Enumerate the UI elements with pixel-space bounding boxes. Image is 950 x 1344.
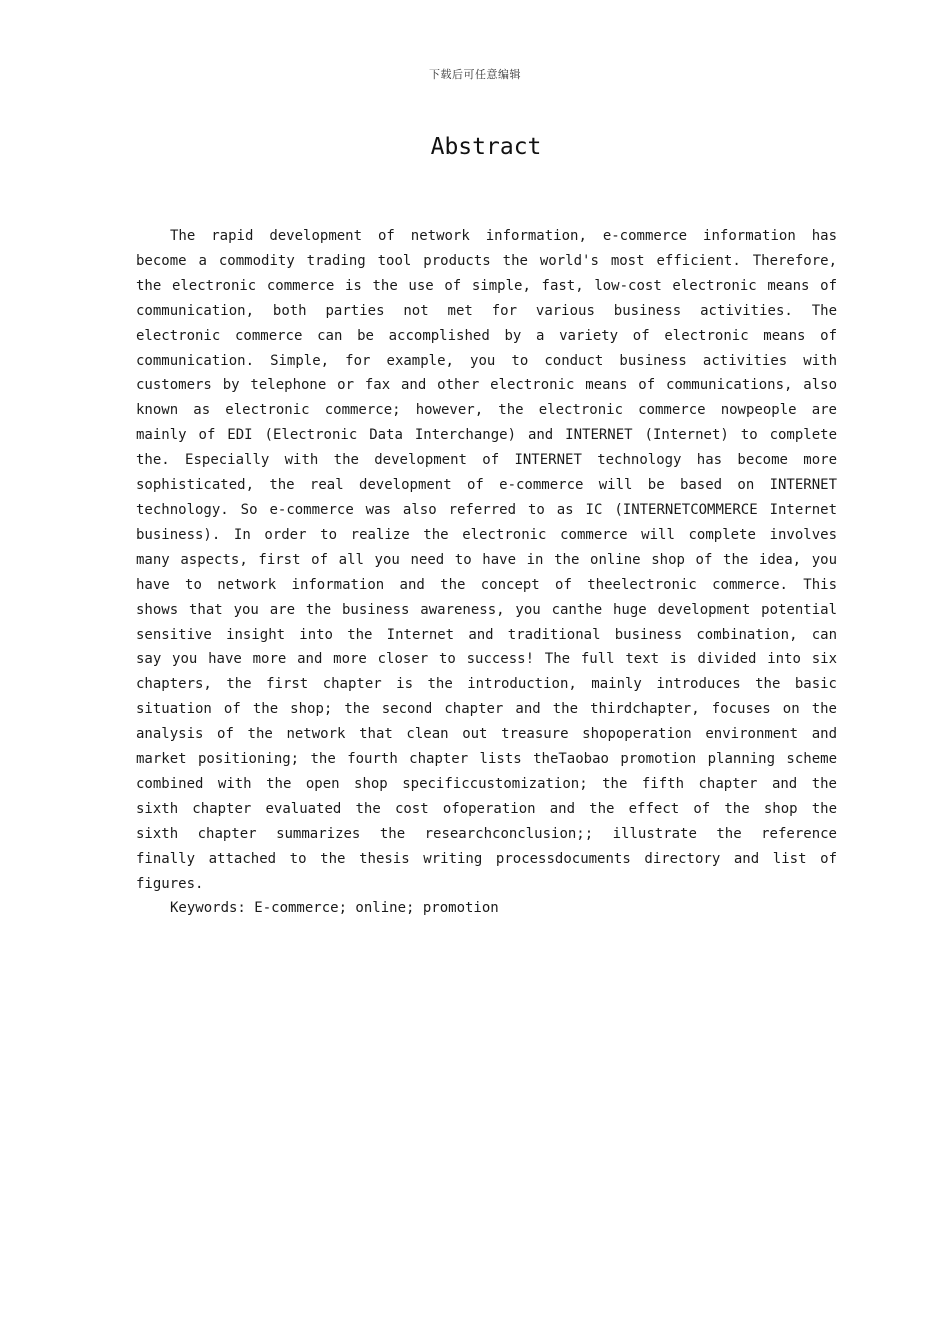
page-title: Abstract — [430, 134, 542, 160]
abstract-paragraph: The rapid development of network information, e-commerce information has become a commodity trading tool products the world's most efficient. Therefore, the electronic commerce is the use of simple, fast, low-cost electronic means of communication, both parties not met for various business activities. The electronic commerce can be accomplished by a variety of electronic means of communication. Simple, for example, you to conduct business activities with customers by telephone or fax and other electronic means of communications, also known as electronic commerce; however, the electronic commerce nowpeople are mainly of EDI (Electronic Data Interchange) and INTERNET (Internet) to complete the. Especially with the development of INTERNET technology has become more sophisticated, the real development of e-commerce will be based on INTERNET technology. So e-commerce was also referred to as IC (INTERNETCOMMERCE Internet business). In order to realize the electronic commerce will complete involves many aspects, first of all you need to have in the online shop of the idea, you have to network information and the concept of theelectronic commerce. This shows that you are the business awareness, you canthe huge development potential sensitive insight into the Internet and traditional business combination, can say you have more and more closer to success! The full text is divided into six chapters, the first chapter is the introduction, mainly introduces the basic situation of the shop; the second chapter and the thirdchapter, focuses on the analysis of the network that clean out treasure shopoperation environment and market positioning; the fourth chapter lists theTaobao promotion planning scheme combined with the open shop specificcustomization; the fifth chapter and the sixth chapter evaluated the cost ofoperation and the effect of the shop the sixth chapter summarizes the researchconclusion;; illustrate the reference finally attached to the thesis writing processdocuments directory and list of figures. — [136, 228, 837, 892]
page-header-note: 下载后可任意编辑 — [429, 68, 521, 81]
keywords-line: Keywords: E-commerce; online; promotion — [170, 900, 499, 916]
